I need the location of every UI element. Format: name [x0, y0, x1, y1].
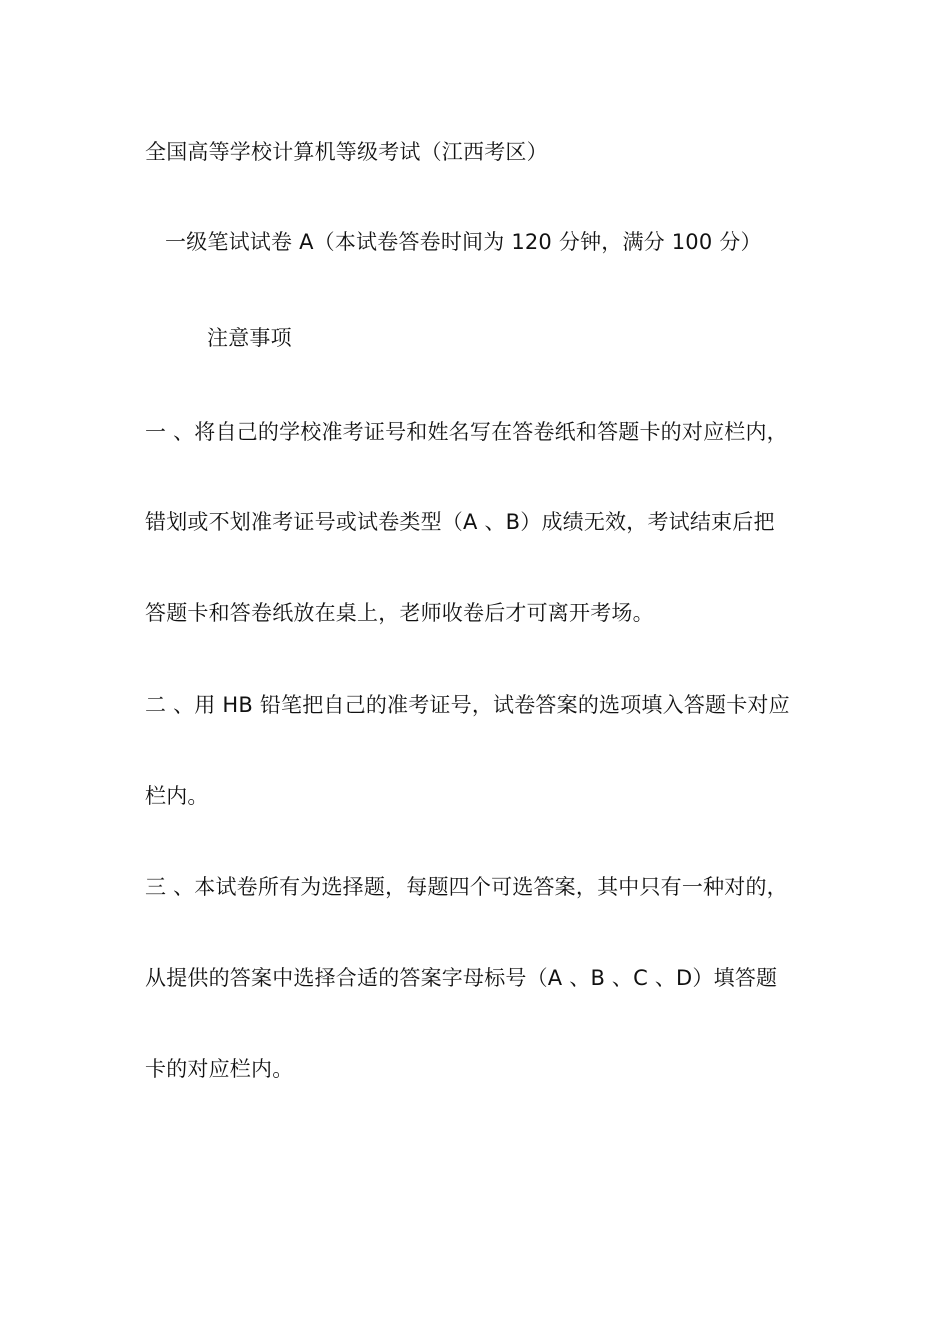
- notice-line-4: 二 、用 HB 铅笔把自己的准考证号，试卷答案的选项填入答题卡对应: [145, 693, 790, 717]
- notice-line-5: 栏内。: [145, 784, 209, 808]
- notice-heading: 注意事项: [207, 326, 292, 350]
- exam-title: 全国高等学校计算机等级考试（江西考区）: [145, 140, 548, 164]
- notice-line-7: 从提供的答案中选择合适的答案字母标号（A 、B 、C 、D）填答题: [145, 966, 778, 990]
- notice-line-3: 答题卡和答卷纸放在桌上，老师收卷后才可离开考场。: [145, 601, 654, 625]
- exam-subtitle: 一级笔试试卷 A（本试卷答卷时间为 120 分钟，满分 100 分）: [165, 230, 762, 254]
- notice-line-1: 一 、将自己的学校准考证号和姓名写在答卷纸和答题卡的对应栏内，: [145, 420, 788, 444]
- notice-line-2: 错划或不划准考证号或试卷类型（A 、B）成绩无效，考试结束后把: [145, 510, 775, 534]
- notice-line-8: 卡的对应栏内。: [145, 1057, 294, 1081]
- notice-line-6: 三 、本试卷所有为选择题，每题四个可选答案，其中只有一种对的，: [145, 875, 788, 899]
